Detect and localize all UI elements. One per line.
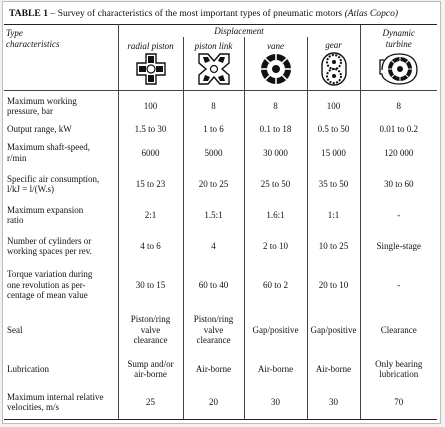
col-gear-label: gear: [325, 39, 342, 50]
table-body: [4, 90, 437, 419]
cell-piston-link: [183, 386, 244, 420]
col-gear: [307, 37, 360, 91]
row-label-line: r/min: [7, 152, 27, 163]
row-label: [4, 168, 118, 199]
cell-line: Gap/positive: [252, 324, 299, 335]
cell-line: 60 to 40: [198, 279, 229, 290]
cell-line: 25 to 50: [260, 178, 291, 189]
cell-line: Gap/positive: [310, 324, 357, 335]
row-label: [4, 200, 118, 231]
cell-gear: [307, 137, 360, 168]
row-label-line: pressure, bar: [7, 106, 53, 117]
dynamic-line-2: turbine: [385, 38, 412, 49]
cell-piston-link: [183, 262, 244, 308]
cell-vane: [244, 90, 307, 121]
cell-line: Air-borne: [257, 363, 294, 374]
cell-line: valve: [140, 324, 161, 335]
cell-line: 2 to 10: [262, 241, 288, 252]
cell-piston-link: [183, 122, 244, 138]
cell-line: 0.1 to 18: [259, 124, 292, 135]
row-label-line: centage of mean value: [7, 290, 88, 301]
cell-line: Only bearing: [375, 358, 423, 369]
radial-piston-icon: [133, 52, 169, 86]
cell-vane: [244, 137, 307, 168]
table-row: [4, 200, 437, 231]
cell-line: 6000: [141, 147, 160, 158]
row-label-line: velocities, m/s: [7, 402, 59, 413]
corner-line-1: Type: [6, 28, 23, 38]
cell-line: 60 to 2: [262, 279, 288, 290]
row-label-line: working spaces per rev.: [7, 246, 92, 257]
cell-line: 0.01 to 0.2: [379, 124, 418, 135]
cell-line: 1 to 6: [203, 124, 224, 135]
caption-source: (Atlas Copco): [344, 8, 399, 19]
cell-line: valve: [203, 324, 224, 335]
table-row: [4, 308, 437, 353]
cell-line: 20: [209, 397, 218, 408]
pneumatic-motors-table: [4, 24, 437, 420]
table-row: [4, 90, 437, 121]
cell-line: 1.5 to 30: [134, 124, 167, 135]
cell-line: 20 to 25: [198, 178, 229, 189]
cell-vane: [244, 231, 307, 262]
cell-gear: [307, 386, 360, 420]
cell-vane: [244, 308, 307, 353]
cell-line: 100: [143, 100, 158, 111]
table-row: [4, 231, 437, 262]
cell-line: 8: [211, 100, 216, 111]
cell-line: 120 000: [384, 147, 414, 158]
row-label: [4, 352, 118, 385]
row-label-line: Output range, kW: [7, 124, 72, 135]
cell-vane: [244, 262, 307, 308]
cell-vane: [244, 122, 307, 138]
row-label-line: ratio: [7, 215, 24, 226]
cell-gear: [307, 352, 360, 385]
cell-turbine: [360, 262, 437, 308]
cell-gear: [307, 262, 360, 308]
cell-line: Clearance: [380, 324, 417, 335]
cell-line: 8: [396, 100, 401, 111]
cell-piston-link: [183, 90, 244, 121]
cell-line: air-borne: [134, 369, 167, 380]
cell-gear: [307, 168, 360, 199]
col-radial-piston: [118, 37, 183, 91]
cell-turbine: [360, 200, 437, 231]
corner-line-2: characteristics: [6, 38, 60, 49]
cell-turbine: [360, 352, 437, 385]
row-label: [4, 231, 118, 262]
table-caption: [9, 8, 439, 20]
cell-line: 5000: [204, 147, 223, 158]
cell-line: 1.5:1: [204, 210, 223, 220]
cell-vane: [244, 200, 307, 231]
cell-line: Sump and/or: [127, 358, 174, 369]
cell-line: 100: [326, 100, 341, 111]
row-label-line: Torque variation during: [7, 269, 93, 280]
col-piston-link-label: piston link: [194, 40, 233, 51]
row-label: [4, 262, 118, 308]
row-label: [4, 90, 118, 121]
cell-line: 1:1: [327, 210, 340, 220]
cell-radial-piston: [118, 308, 183, 353]
cell-radial-piston: [118, 231, 183, 262]
row-label: [4, 122, 118, 138]
cell-turbine: [360, 308, 437, 353]
cell-turbine: [360, 168, 437, 199]
cell-piston-link: [183, 352, 244, 385]
cell-turbine: [360, 90, 437, 121]
row-label-line: Seal: [7, 324, 23, 335]
table-row: [4, 262, 437, 308]
cell-vane: [244, 386, 307, 420]
cell-turbine: [360, 231, 437, 262]
row-label-line: Maximum working: [7, 95, 77, 106]
cell-line: Piston/ring: [193, 314, 234, 325]
cell-line: 4 to 6: [140, 241, 161, 252]
cell-gear: [307, 231, 360, 262]
cell-line: lubrication: [379, 369, 419, 380]
cell-line: 30: [329, 397, 338, 408]
cell-line: 30 to 15: [135, 279, 166, 290]
cell-line: Piston/ring: [130, 314, 171, 325]
cell-line: 15 000: [321, 147, 346, 158]
cell-piston-link: [183, 308, 244, 353]
row-label: [4, 308, 118, 353]
table-row: [4, 168, 437, 199]
row-label-line: one revolution as per-: [7, 279, 86, 290]
cell-gear: [307, 308, 360, 353]
gear-icon: [319, 51, 349, 87]
vane-icon: [258, 52, 294, 86]
corner-header: [4, 25, 118, 91]
cell-gear: [307, 90, 360, 121]
cell-line: 30: [271, 397, 280, 408]
cell-line: 25: [146, 397, 155, 408]
cell-line: 15 to 23: [135, 178, 166, 189]
cell-line: -: [397, 279, 401, 290]
cell-line: -: [397, 210, 401, 220]
cell-radial-piston: [118, 200, 183, 231]
cell-line: clearance: [133, 335, 168, 346]
table-row: [4, 122, 437, 138]
cell-line: 4: [211, 241, 216, 252]
cell-gear: [307, 122, 360, 138]
cell-radial-piston: [118, 352, 183, 385]
row-label: [4, 386, 118, 420]
cell-piston-link: [183, 168, 244, 199]
row-label-line: Maximum shaft-speed,: [7, 142, 90, 153]
cell-turbine: [360, 137, 437, 168]
cell-piston-link: [183, 200, 244, 231]
cell-radial-piston: [118, 90, 183, 121]
cell-line: 35 to 50: [318, 178, 349, 189]
header-row-top: [4, 25, 437, 37]
cell-radial-piston: [118, 386, 183, 420]
col-vane-label: vane: [267, 40, 284, 51]
cell-vane: [244, 168, 307, 199]
table-row: [4, 352, 437, 385]
displacement-group-header: Displacement: [118, 25, 360, 37]
cell-turbine: [360, 122, 437, 138]
row-label-line: Maximum internal relative: [7, 391, 104, 402]
table-row: [4, 386, 437, 420]
cell-line: 30 to 60: [383, 178, 414, 189]
caption-text: – Survey of characteristics of the most important types of pneumatic motors: [48, 8, 345, 19]
col-piston-link: [183, 37, 244, 91]
col-radial-piston-label: radial piston: [127, 40, 174, 51]
dynamic-line-1: Dynamic: [382, 28, 415, 39]
row-label-line: Specific air consumption,: [7, 173, 100, 184]
row-label: [4, 137, 118, 168]
cell-gear: [307, 200, 360, 231]
dynamic-turbine-header: [360, 25, 437, 91]
piston-link-icon: [196, 52, 232, 86]
cell-line: 8: [273, 100, 278, 111]
cell-radial-piston: [118, 137, 183, 168]
row-label-line: Number of cylinders or: [7, 235, 92, 246]
row-label-line: l/kJ = l/(W.s): [7, 184, 54, 195]
cell-line: Air-borne: [315, 363, 352, 374]
cell-radial-piston: [118, 168, 183, 199]
cell-line: 1.6:1: [266, 210, 285, 220]
cell-line: 2:1: [144, 210, 157, 220]
cell-line: Air-borne: [195, 363, 232, 374]
cell-radial-piston: [118, 262, 183, 308]
row-label-line: Lubrication: [7, 363, 49, 374]
table-row: [4, 137, 437, 168]
cell-line: 10 to 25: [318, 241, 349, 252]
table-number: TABLE 1: [9, 8, 49, 19]
col-vane: [244, 37, 307, 91]
cell-line: clearance: [196, 335, 231, 346]
cell-turbine: [360, 386, 437, 420]
turbine-icon: [378, 50, 420, 86]
cell-line: 0.5 to 50: [317, 124, 350, 135]
cell-piston-link: [183, 231, 244, 262]
cell-line: 70: [394, 397, 404, 408]
cell-radial-piston: [118, 122, 183, 138]
cell-vane: [244, 352, 307, 385]
cell-line: Single-stage: [376, 241, 421, 252]
cell-line: 30 000: [263, 147, 288, 158]
cell-piston-link: [183, 137, 244, 168]
cell-line: 20 to 10: [318, 279, 349, 290]
row-label-line: Maximum expansion: [7, 204, 84, 215]
